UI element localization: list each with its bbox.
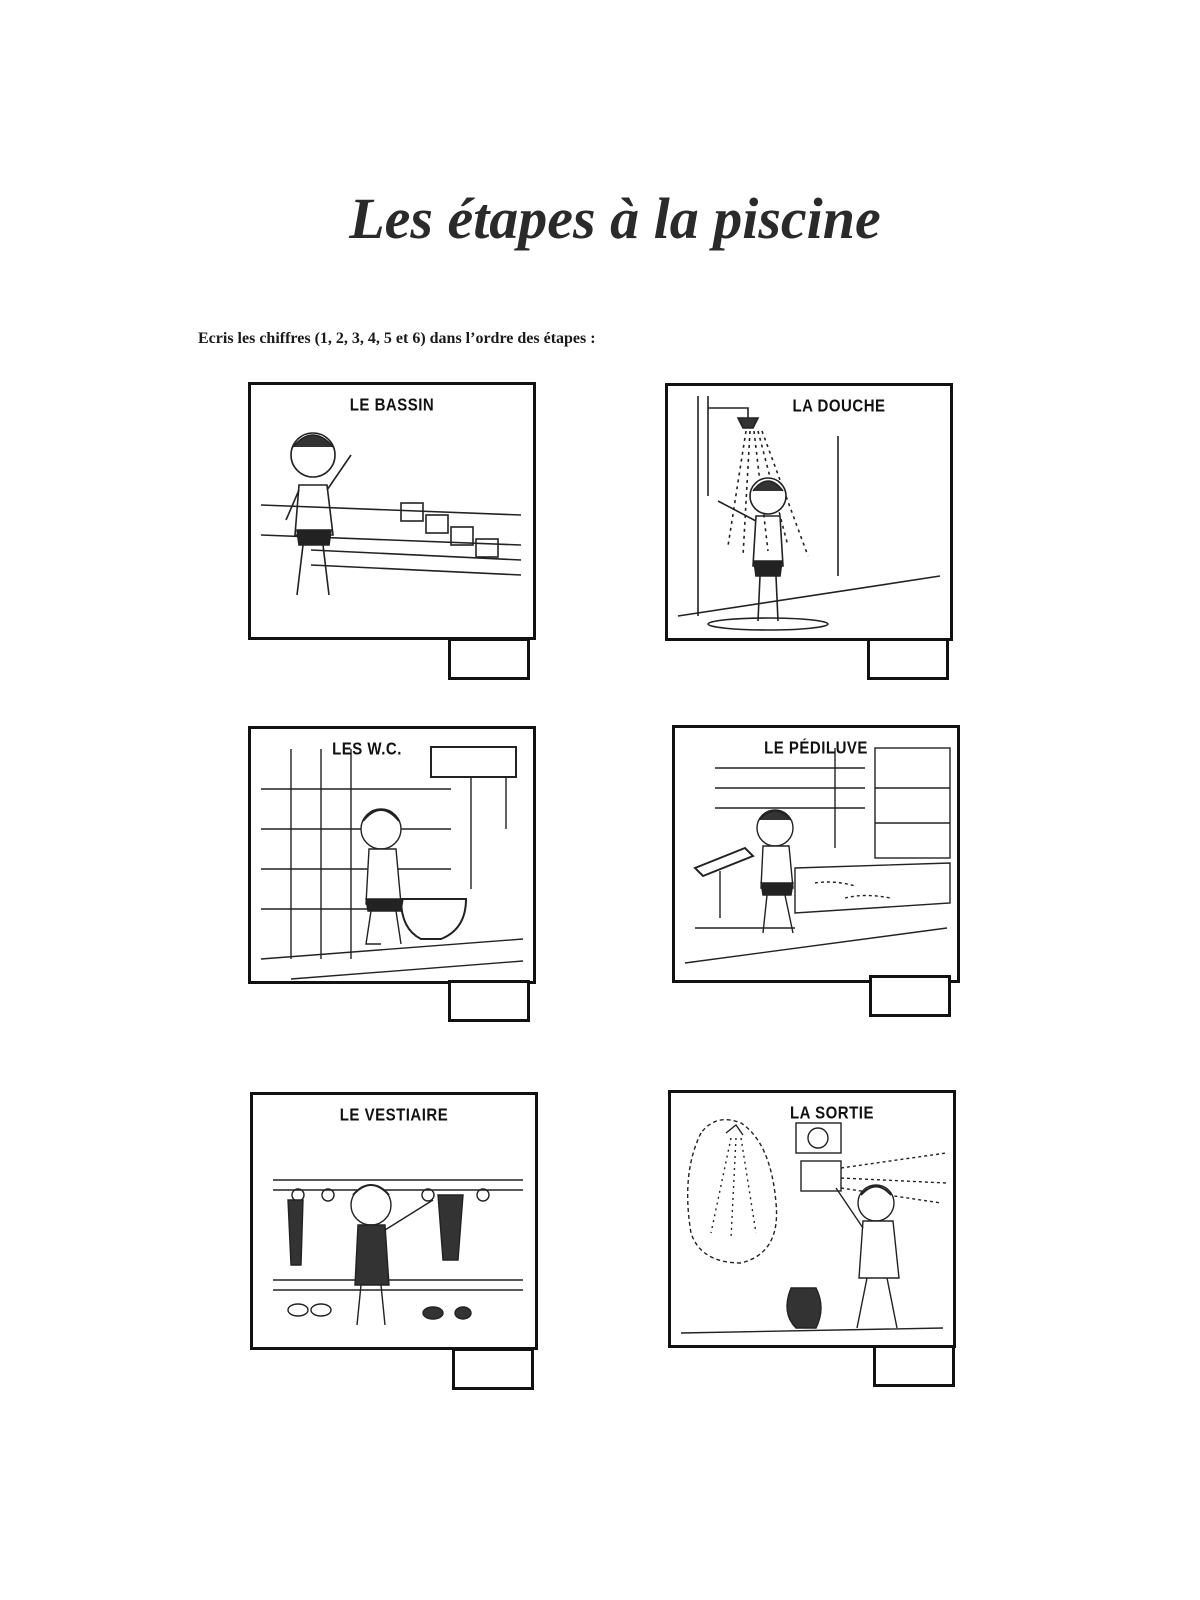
child-on-toilet-icon (251, 729, 533, 981)
answer-box-le-pediluve[interactable] (869, 975, 951, 1017)
answer-box-les-wc[interactable] (448, 980, 530, 1022)
panel-la-sortie (668, 1090, 956, 1348)
panel-les-wc (248, 726, 536, 984)
panel-label: LA SORTIE (790, 1103, 874, 1124)
page-title: Les étapes à la piscine (349, 186, 881, 251)
child-at-footbath-icon (675, 728, 957, 980)
answer-box-le-vestiaire[interactable] (452, 1348, 534, 1390)
answer-box-la-sortie[interactable] (873, 1345, 955, 1387)
child-under-shower-icon (668, 386, 950, 638)
panel-label: LE PÉDILUVE (764, 738, 868, 759)
child-at-pool-edge-icon (251, 385, 533, 637)
panel-la-douche (665, 383, 953, 641)
panel-label: LE BASSIN (349, 395, 435, 416)
child-in-locker-room-icon (253, 1095, 535, 1347)
panel-le-pediluve (672, 725, 960, 983)
answer-box-le-bassin[interactable] (448, 638, 530, 680)
panel-label: LE VESTIAIRE (339, 1105, 449, 1126)
answer-box-la-douche[interactable] (867, 638, 949, 680)
instruction-text: Ecris les chiffres (1, 2, 3, 4, 5 et 6) dans l’ordre des étapes : (198, 330, 596, 347)
child-at-hair-dryer-icon (671, 1093, 953, 1345)
panel-label: LA DOUCHE (792, 396, 886, 417)
panel-le-bassin (248, 382, 536, 640)
panel-label: LES W.C. (332, 739, 402, 760)
panel-le-vestiaire (250, 1092, 538, 1350)
